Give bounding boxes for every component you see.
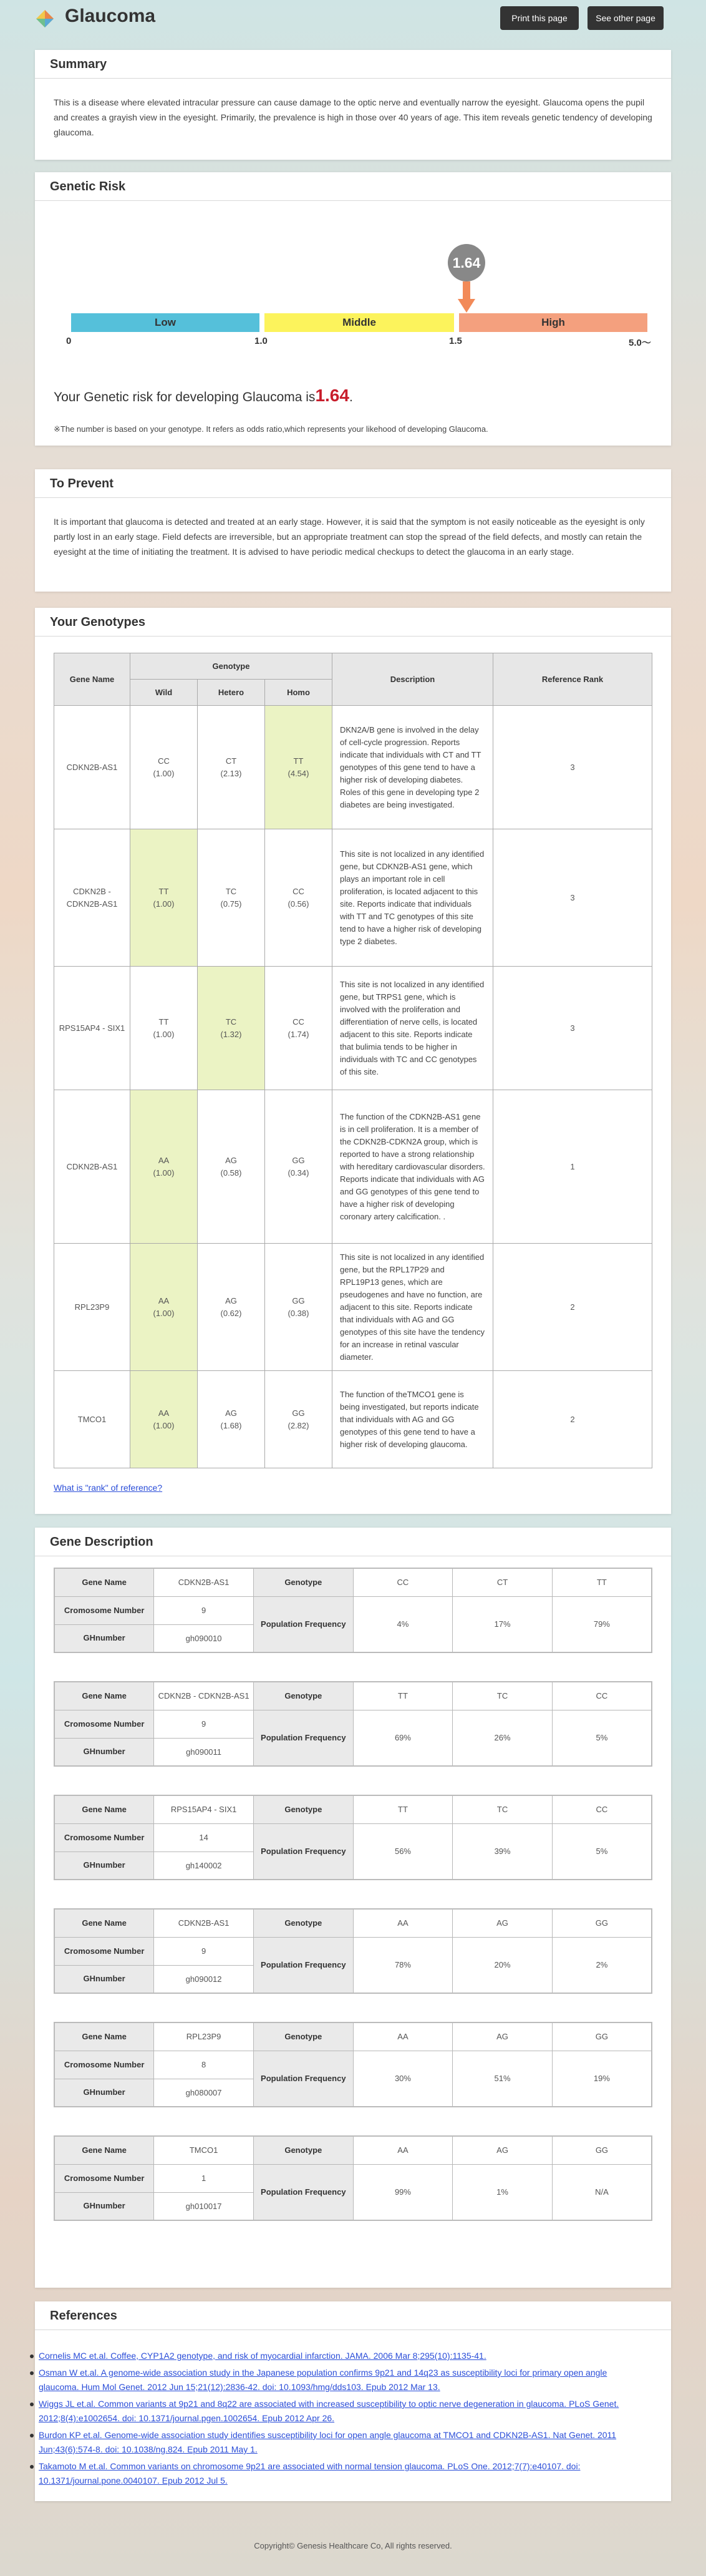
ghnumber-value: gh090012 <box>154 1965 254 1993</box>
gene-description-row <box>54 1795 652 1823</box>
hetero-cell-text: (1.68) <box>220 1420 242 1430</box>
genotype-row <box>54 1244 652 1371</box>
reference-list <box>30 2349 622 2491</box>
gene-description-row <box>54 1710 652 1738</box>
chromosome-value: 14 <box>154 1823 254 1852</box>
gene-description-table <box>54 1908 652 1994</box>
population-frequency-value: 26% <box>453 1710 553 1766</box>
wild-cell-text: (1.00) <box>153 1308 175 1318</box>
gene-description-row <box>54 1909 652 1937</box>
genotype-value: TC <box>453 1795 553 1823</box>
genotype-value: AA <box>353 2022 453 2051</box>
chromosome-value: 8 <box>154 2051 254 2079</box>
genotype-label: Genotype <box>253 1682 353 1710</box>
population-frequency-value: 78% <box>353 1937 453 1993</box>
reference-item <box>30 2349 622 2363</box>
gene-description-row <box>54 2051 652 2079</box>
homo-cell-text: CC <box>293 1017 304 1027</box>
hetero-cell-text: TC <box>225 886 237 896</box>
description-cell <box>332 829 493 967</box>
description-cell <box>332 1371 493 1468</box>
hetero-cell-text: (1.32) <box>220 1029 242 1039</box>
reference-rank-cell <box>493 1244 652 1371</box>
gene-name-value: CDKN2B-AS1 <box>154 1568 254 1596</box>
col-gene-name: Gene Name <box>54 653 130 706</box>
homo-cell-text: GG <box>292 1408 305 1418</box>
genotype-value: AG <box>453 2136 553 2164</box>
col-wild: Wild <box>130 680 198 706</box>
chromosome-value: 9 <box>154 1937 254 1965</box>
hetero-cell-text: AG <box>225 1155 237 1165</box>
population-frequency-value: 69% <box>353 1710 453 1766</box>
wild-cell <box>130 1244 198 1371</box>
homo-cell-text: (0.38) <box>288 1308 309 1318</box>
brand-title: Glaucoma <box>65 6 156 26</box>
genotype-value: AA <box>353 2136 453 2164</box>
ghnumber-label: GHnumber <box>54 2079 154 2107</box>
gene-description-table <box>54 2135 652 2221</box>
reference-rank-cell-text: 3 <box>570 892 575 902</box>
chromosome-label: Cromosome Number <box>54 2164 154 2192</box>
description-cell-text: The function of the CDKN2B-AS1 gene is in cell proliferation. It is a member of the CDKN2B-CDKN2A group, which is reported to have a strong relationship with hereditary cardiovascular disorders. Reports indicate that individuals with AG and GG genotypes of this gene tend to have a higher risk of developing coronary artery calcification. . <box>340 1111 485 1221</box>
gene-name-value: RPL23P9 <box>154 2022 254 2051</box>
genotype-value: AG <box>453 1909 553 1937</box>
wild-cell <box>130 1371 198 1468</box>
gene-name-cell-text: CDKN2B-AS1 <box>66 1161 118 1171</box>
genotype-row <box>54 1371 652 1468</box>
ghnumber-label: GHnumber <box>54 1738 154 1766</box>
wild-cell-text: AA <box>158 1155 170 1165</box>
homo-cell <box>265 1090 332 1244</box>
reference-rank-cell-text: 2 <box>570 1414 575 1424</box>
ghnumber-value: gh090010 <box>154 1624 254 1652</box>
ghnumber-label: GHnumber <box>54 1965 154 1993</box>
population-frequency-label: Population Frequency <box>253 1710 353 1766</box>
gene-name-value: CDKN2B - CDKN2B-AS1 <box>154 1682 254 1710</box>
risk-note: ※The number is based on your genotype. It refers as odds ratio,which represents your likehood of developing Glaucoma. <box>54 424 488 434</box>
gene-description-table <box>54 1795 652 1880</box>
wild-cell-text: TT <box>158 1017 169 1027</box>
risk-result-suffix: . <box>349 390 353 404</box>
chromosome-label: Cromosome Number <box>54 1937 154 1965</box>
population-frequency-value: 20% <box>453 1937 553 1993</box>
risk-segment-high: High <box>459 313 647 332</box>
col-description: Description <box>332 653 493 706</box>
ghnumber-value: gh080007 <box>154 2079 254 2107</box>
hetero-cell-text: AG <box>225 1295 237 1305</box>
col-genotype: Genotype <box>130 653 332 680</box>
hetero-cell <box>198 829 265 967</box>
homo-cell-text: CC <box>293 886 304 896</box>
population-frequency-label: Population Frequency <box>253 2164 353 2220</box>
wild-cell-text: (1.00) <box>153 1420 175 1430</box>
genetic-risk-title: Genetic Risk <box>35 172 671 201</box>
risk-tick-1: 1.0 <box>254 336 268 346</box>
gene-name-cell <box>54 829 130 967</box>
wild-cell <box>130 706 198 829</box>
genotype-table <box>54 653 652 1468</box>
homo-cell <box>265 829 332 967</box>
population-frequency-value: 4% <box>353 1596 453 1652</box>
chromosome-label: Cromosome Number <box>54 1710 154 1738</box>
population-frequency-value: 51% <box>453 2051 553 2107</box>
genotype-label: Genotype <box>253 2022 353 2051</box>
genotype-value: CC <box>552 1795 652 1823</box>
references-title: References <box>35 2301 671 2330</box>
gene-name-label: Gene Name <box>54 2022 154 2051</box>
homo-cell <box>265 1371 332 1468</box>
gene-description-section <box>35 1528 671 2288</box>
homo-cell-text: (0.56) <box>288 899 309 909</box>
rank-help-link[interactable]: What is "rank" of reference? <box>54 1483 163 1493</box>
population-frequency-value: 5% <box>552 1823 652 1880</box>
hetero-cell-text: TC <box>225 1017 237 1027</box>
hetero-cell-text: (0.62) <box>220 1308 242 1318</box>
population-frequency-value: N/A <box>552 2164 652 2220</box>
description-cell-text: This site is not localized in any identified gene, but CDKN2B-AS1 gene, which plays an important role in cell proliferation, is located adjacent to this site. Reports indicate that individuals with TT and TC genotypes of this site tend to have a higher risk of developing type 2 diabetes. <box>340 849 485 946</box>
gene-description-table <box>54 1568 652 1653</box>
gene-description-row <box>54 1568 652 1596</box>
reference-rank-cell-text: 3 <box>570 1023 575 1033</box>
reference-link[interactable]: Cornelis MC et.al. Coffee, CYP1A2 genotype, and risk of myocardial infarction. JAMA. 2006 Mar 8;295(10):1135-41. <box>39 2351 486 2361</box>
homo-cell-text: (1.74) <box>288 1029 309 1039</box>
population-frequency-label: Population Frequency <box>253 1823 353 1880</box>
wild-cell <box>130 829 198 967</box>
wild-cell-text: AA <box>158 1408 170 1418</box>
homo-cell-text: (4.54) <box>288 768 309 778</box>
gene-description-row <box>54 2164 652 2192</box>
genotype-value: GG <box>552 1909 652 1937</box>
gene-name-cell <box>54 967 130 1090</box>
hetero-cell <box>198 706 265 829</box>
chromosome-value: 9 <box>154 1596 254 1624</box>
hetero-cell-text: AG <box>225 1408 237 1418</box>
population-frequency-value: 5% <box>552 1710 652 1766</box>
wild-cell-text: (1.00) <box>153 768 175 778</box>
chromosome-label: Cromosome Number <box>54 1596 154 1624</box>
description-cell-text: This site is not localized in any identified gene, but the RPL17P29 and RPL19P13 genes, which are pseudogenes and have no function, are adjacent to this site. Reports indicate that individuals with AG and GG genotypes of this site have the tendency for an increase in retinal vascular diameter. <box>340 1252 485 1362</box>
ghnumber-label: GHnumber <box>54 1624 154 1652</box>
risk-result <box>54 386 353 406</box>
gene-name-cell <box>54 1244 130 1371</box>
genotype-value: TT <box>552 1568 652 1596</box>
wild-cell-text: TT <box>158 886 169 896</box>
reference-rank-cell <box>493 706 652 829</box>
genotype-value: GG <box>552 2022 652 2051</box>
risk-result-value: 1.64 <box>315 386 349 405</box>
summary-title: Summary <box>35 50 671 79</box>
gene-description-row <box>54 2022 652 2051</box>
summary-text: This is a disease where elevated intracular pressure can cause damage to the optic nerve and eventually narrow the eyesight. Glaucoma opens the pupil and creates a grayish view in the eyesight. Primarily, the prevalence is high in those over 40 years of age. This item reveals genetic tendency of developing glaucoma. <box>54 97 652 137</box>
wild-cell-text: AA <box>158 1295 170 1305</box>
gene-name-cell-text: RPS15AP4 - SIX1 <box>59 1023 125 1033</box>
hetero-cell-text: CT <box>225 756 237 766</box>
genotype-label: Genotype <box>253 1795 353 1823</box>
genotype-label: Genotype <box>253 1568 353 1596</box>
wild-cell-text: CC <box>158 756 170 766</box>
gene-name-cell <box>54 706 130 829</box>
gene-description-row <box>54 1682 652 1710</box>
hetero-cell <box>198 1371 265 1468</box>
genotype-value: CC <box>552 1682 652 1710</box>
gene-name-label: Gene Name <box>54 1795 154 1823</box>
top-bar <box>0 0 706 36</box>
gene-description-table <box>54 1681 652 1767</box>
prevent-section <box>35 469 671 592</box>
hetero-cell <box>198 1244 265 1371</box>
reference-link[interactable]: Osman W et.al. A genome-wide association study in the Japanese population confirms 9p21 and 14q23 as susceptibility loci for primary open angle glaucoma. Hum Mol Genet. 2012 Jun 15;21(12):2836-42. doi: 10.1093/hmg/dds103. Epub 2012 Mar 13. <box>39 2368 607 2392</box>
footer-copyright: Copyright© Genesis Healthcare Co, All rights reserved. <box>254 2541 452 2550</box>
risk-value-bubble: 1.64 <box>448 244 485 281</box>
gene-name-cell-text: CDKN2B-AS1 <box>66 762 118 772</box>
genotype-label: Genotype <box>253 1909 353 1937</box>
population-frequency-label: Population Frequency <box>253 1596 353 1652</box>
risk-tick-2: 1.5 <box>449 336 462 346</box>
gene-name-label: Gene Name <box>54 2136 154 2164</box>
description-cell-text: The function of theTMCO1 gene is being investigated, but reports indicate that individuals with AG and GG genotypes of this gene tend to have a higher risk of developing glaucoma. <box>340 1389 479 1449</box>
genotype-row <box>54 706 652 829</box>
risk-segment-low: Low <box>71 313 259 332</box>
genotype-value: CT <box>453 1568 553 1596</box>
population-frequency-value: 79% <box>552 1596 652 1652</box>
gene-name-cell-text: RPL23P9 <box>74 1302 110 1312</box>
description-cell <box>332 1090 493 1244</box>
population-frequency-value: 1% <box>453 2164 553 2220</box>
homo-cell-text: GG <box>292 1155 305 1165</box>
ghnumber-value: gh140002 <box>154 1852 254 1880</box>
homo-cell-text: TT <box>293 756 304 766</box>
summary-section <box>35 50 671 160</box>
population-frequency-value: 17% <box>453 1596 553 1652</box>
col-homo: Homo <box>265 680 332 706</box>
genotype-value: AG <box>453 2022 553 2051</box>
ghnumber-label: GHnumber <box>54 1852 154 1880</box>
population-frequency-value: 19% <box>552 2051 652 2107</box>
gene-description-title: Gene Description <box>35 1528 671 1556</box>
ghnumber-value: gh090011 <box>154 1738 254 1766</box>
print-button[interactable]: Print this page <box>500 6 579 30</box>
description-cell <box>332 1244 493 1371</box>
reference-item <box>30 2428 622 2457</box>
population-frequency-value: 39% <box>453 1823 553 1880</box>
genotype-value: GG <box>552 2136 652 2164</box>
col-hetero: Hetero <box>198 680 265 706</box>
homo-cell <box>265 1244 332 1371</box>
reference-item <box>30 2397 622 2426</box>
wild-cell <box>130 1090 198 1244</box>
gene-name-value: TMCO1 <box>154 2136 254 2164</box>
description-cell-text: This site is not localized in any identified gene, but TRPS1 gene, which is involved with the proliferation and differentiation of nerve cells, is located adjacent to this site. Reports indicate that bulimia tends to be higher in individuals with TC and CC genotypes of this site. <box>340 979 485 1076</box>
genotype-row <box>54 1090 652 1244</box>
reference-rank-cell <box>493 1371 652 1468</box>
homo-cell <box>265 967 332 1090</box>
gene-name-value: CDKN2B-AS1 <box>154 1909 254 1937</box>
description-cell <box>332 706 493 829</box>
wild-cell-text: (1.00) <box>153 1029 175 1039</box>
risk-result-prefix: Your Genetic risk for developing Glaucoma is <box>54 390 316 404</box>
population-frequency-value: 56% <box>353 1823 453 1880</box>
wild-cell <box>130 967 198 1090</box>
gene-description-table <box>54 2022 652 2107</box>
chromosome-value: 1 <box>154 2164 254 2192</box>
gene-name-label: Gene Name <box>54 1909 154 1937</box>
reference-rank-cell <box>493 967 652 1090</box>
genotype-value: TT <box>353 1682 453 1710</box>
ghnumber-label: GHnumber <box>54 2192 154 2220</box>
prevent-text: It is important that glaucoma is detected and treated at an early stage. However, it is said that the symptom is not easily noticeable as the eyesight is only partly lost in an early stage. Field defects are irreversible, but an appropriate treatment can stop the spread of the field defects, and mostly can retain the eyesight at the time of initiating the treatment. It is advised to have periodic medical checkups to detect the glaucoma in an early stage. <box>54 517 645 557</box>
gene-description-row <box>54 1937 652 1965</box>
gene-name-cell <box>54 1371 130 1468</box>
reference-link[interactable]: Wiggs JL et.al. Common variants at 9p21 and 8q22 are associated with increased susceptibility to optic nerve degeneration in glaucoma. PLoS Genet. 2012;8(4):e1002654. doi: 10.1371/journal.pgen.1002654. Epub 2012 Apr 26. <box>39 2399 619 2423</box>
genotype-label: Genotype <box>253 2136 353 2164</box>
prevent-title: To Prevent <box>35 469 671 498</box>
risk-segment-middle: Middle <box>264 313 454 332</box>
reference-link[interactable]: Burdon KP et.al. Genome-wide association study identifies susceptibility loci for open angle glaucoma at TMCO1 and CDKN2B-AS1. Nat Genet. 2011 Jun;43(6):574-8. doi: 10.1038/ng.824. Epub 2011 May 1. <box>39 2430 617 2454</box>
wild-cell-text: (1.00) <box>153 899 175 909</box>
population-frequency-value: 30% <box>353 2051 453 2107</box>
genotypes-section <box>35 608 671 1514</box>
hetero-cell <box>198 1090 265 1244</box>
gene-name-label: Gene Name <box>54 1568 154 1596</box>
other-page-button[interactable]: See other page <box>588 6 664 30</box>
col-reference-rank: Reference Rank <box>493 653 652 706</box>
population-frequency-label: Population Frequency <box>253 2051 353 2107</box>
genotype-value: TC <box>453 1682 553 1710</box>
gene-name-cell <box>54 1090 130 1244</box>
reference-rank-cell <box>493 1090 652 1244</box>
homo-cell-text: (0.34) <box>288 1168 309 1178</box>
homo-cell-text: (2.82) <box>288 1420 309 1430</box>
ghnumber-value: gh010017 <box>154 2192 254 2220</box>
homo-cell-text: GG <box>292 1295 305 1305</box>
description-cell <box>332 967 493 1090</box>
gene-description-row <box>54 2136 652 2164</box>
reference-rank-cell-text: 3 <box>570 762 575 772</box>
gene-name-value: RPS15AP4 - SIX1 <box>154 1795 254 1823</box>
logo-icon <box>35 9 55 29</box>
gene-name-cell-text: CDKN2B - CDKN2B-AS1 <box>66 886 118 909</box>
gene-description-row <box>54 1596 652 1624</box>
hetero-cell-text: (2.13) <box>220 768 242 778</box>
hetero-cell-text: (0.58) <box>220 1168 242 1178</box>
genotypes-title: Your Genotypes <box>35 608 671 637</box>
genotype-value: TT <box>353 1795 453 1823</box>
hetero-cell-text: (0.75) <box>220 899 242 909</box>
reference-item <box>30 2459 622 2488</box>
population-frequency-value: 99% <box>353 2164 453 2220</box>
gene-name-cell-text: TMCO1 <box>77 1414 107 1424</box>
risk-tick-3: 5.0〜 <box>629 338 651 348</box>
description-cell-text: DKN2A/B gene is involved in the delay of cell-cycle progression. Reports indicate that individuals with CT and TT genotypes of this gene tend to have a higher risk of developing diabetes. Roles of this gene in developing type 2 diabetes are being investigated. <box>340 724 481 809</box>
genotype-row <box>54 829 652 967</box>
genotype-row <box>54 967 652 1090</box>
risk-tick-0: 0 <box>66 336 72 346</box>
risk-marker-arrow-icon <box>458 281 475 314</box>
genotype-value: AA <box>353 1909 453 1937</box>
chromosome-value: 9 <box>154 1710 254 1738</box>
population-frequency-label: Population Frequency <box>253 1937 353 1993</box>
genotype-value: CC <box>353 1568 453 1596</box>
chromosome-label: Cromosome Number <box>54 1823 154 1852</box>
reference-rank-cell <box>493 829 652 967</box>
reference-item <box>30 2366 622 2394</box>
chromosome-label: Cromosome Number <box>54 2051 154 2079</box>
reference-rank-cell-text: 2 <box>570 1302 575 1312</box>
wild-cell-text: (1.00) <box>153 1168 175 1178</box>
gene-description-row <box>54 1823 652 1852</box>
gene-name-label: Gene Name <box>54 1682 154 1710</box>
hetero-cell <box>198 967 265 1090</box>
homo-cell <box>265 706 332 829</box>
reference-link[interactable]: Takamoto M et.al. Common variants on chromosome 9p21 are associated with normal tension glaucoma. PLoS One. 2012;7(7):e40107. doi: 10.1371/journal.pone.0040107. Epub 2012 Jul 5. <box>39 2461 581 2486</box>
population-frequency-value: 2% <box>552 1937 652 1993</box>
reference-rank-cell-text: 1 <box>570 1161 575 1171</box>
